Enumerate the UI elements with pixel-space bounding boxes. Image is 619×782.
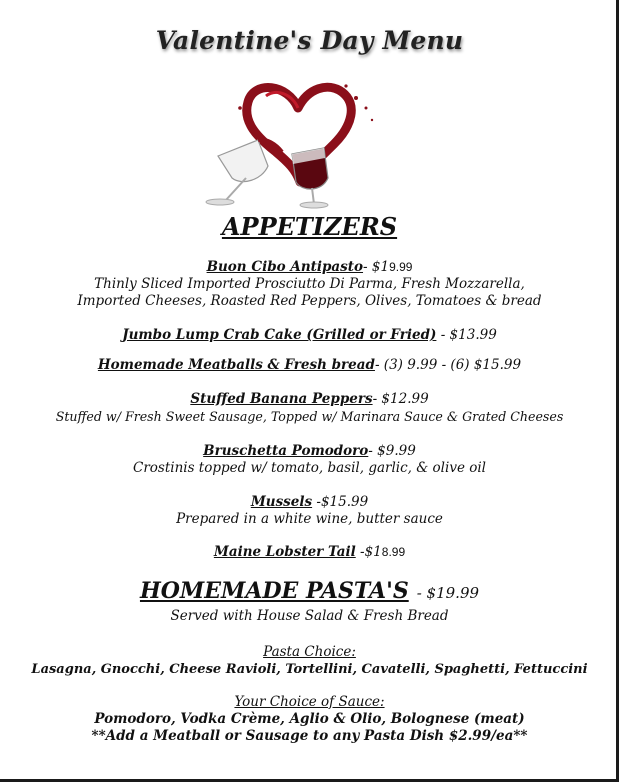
item-name: Homemade Meatballs & Fresh bread — [97, 357, 375, 373]
item-price: - $13.99 — [436, 327, 497, 343]
menu-item-antipasto — [0, 259, 619, 310]
item-name: Maine Lobster Tail — [213, 544, 356, 560]
item-price: - $1 — [363, 259, 390, 275]
item-price: - $9.99 — [368, 443, 416, 459]
item-price: -$1 — [355, 544, 382, 560]
pasta-choice-section — [0, 644, 619, 678]
menu-title: Valentine's Day Menu — [155, 26, 464, 55]
pasta-served-with: Served with House Salad & Fresh Bread — [170, 608, 449, 624]
item-name: Buon Cibo Antipasto — [206, 259, 364, 275]
menu-item-banana-peppers — [0, 391, 619, 425]
item-description: Crostinis topped w/ tomato, basil, garlic, & olive oil — [132, 460, 486, 476]
item-price-cents: 8.99 — [381, 545, 406, 559]
item-name: Jumbo Lump Crab Cake (Grilled or Fried) — [122, 327, 437, 343]
menu-item-meatballs — [0, 357, 619, 374]
item-name: Stuffed Banana Peppers — [190, 391, 373, 407]
menu-item-crab-cake — [0, 327, 619, 344]
item-description: Stuffed w/ Fresh Sweet Sausage, Topped w/ Marinara Sauce & Grated Cheeses — [55, 409, 564, 424]
pasta-heading: HOMEMADE PASTA'S — [139, 578, 409, 604]
menu-item-lobster-tail — [0, 544, 619, 561]
item-price: -$15.99 — [312, 494, 369, 510]
item-name: Mussels — [250, 494, 313, 510]
pasta-section-header — [0, 578, 619, 604]
item-name: Bruschetta Pomodoro — [203, 443, 369, 459]
item-description: Thinly Sliced Imported Prosciutto Di Parma, Fresh Mozzarella, — [94, 276, 525, 292]
appetizers-heading: APPETIZERS — [221, 212, 398, 241]
item-price-cents: 9.99 — [389, 260, 413, 274]
right-wine-glass — [292, 148, 328, 208]
addon-note: **Add a Meatball or Sausage to any Pasta Dish $2.99/ea** — [91, 728, 528, 744]
menu-item-bruschetta — [0, 443, 619, 477]
pasta-price: - $19.99 — [416, 584, 480, 602]
wine-heart-illustration — [196, 78, 400, 210]
menu-item-mussels — [0, 494, 619, 528]
item-price: - (3) 9.99 - (6) $15.99 — [374, 357, 522, 373]
item-description: Prepared in a white wine, butter sauce — [176, 511, 443, 527]
pasta-choice-label: Pasta Choice: — [263, 644, 356, 660]
item-price: - $12.99 — [372, 391, 429, 407]
item-description: Imported Cheeses, Roasted Red Peppers, Olives, Tomatoes & bread — [77, 293, 542, 309]
sauce-choice-label: Your Choice of Sauce: — [234, 694, 385, 710]
sauce-options: Pomodoro, Vodka Crème, Aglio & Olio, Bolognese (meat) — [94, 711, 525, 727]
pasta-choices: Lasagna, Gnocchi, Cheese Ravioli, Tortellini, Cavatelli, Spaghetti, Fettuccini — [31, 662, 588, 677]
sauce-choice-section — [0, 694, 619, 745]
